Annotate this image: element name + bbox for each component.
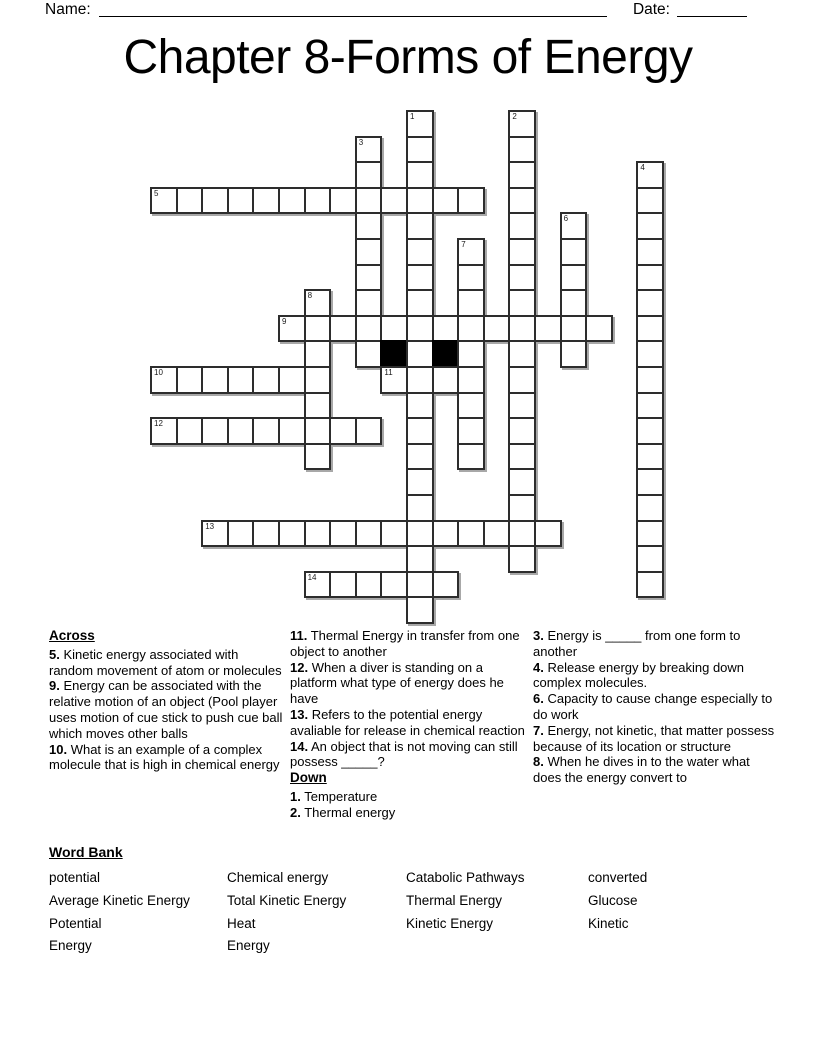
crossword-cell <box>636 417 664 445</box>
crossword-cell <box>636 392 664 420</box>
crossword-cell <box>508 366 536 394</box>
crossword-cell <box>432 520 460 548</box>
crossword-cell <box>560 315 588 343</box>
crossword-cell <box>176 366 204 394</box>
word-bank-columns <box>49 867 776 958</box>
crossword-cell <box>304 571 332 599</box>
crossword-cell <box>304 340 332 368</box>
cell-number: 5 <box>154 188 159 198</box>
crossword-cell <box>508 494 536 522</box>
word-bank-column-1 <box>49 867 227 958</box>
crossword-cell <box>457 238 485 266</box>
crossword-cell <box>508 238 536 266</box>
crossword-cell <box>508 545 536 573</box>
crossword-cell <box>406 264 434 292</box>
word-bank-heading: Word Bank <box>49 844 123 860</box>
crossword-cell <box>329 315 357 343</box>
crossword-cell <box>304 392 332 420</box>
crossword-black-cell <box>432 340 460 368</box>
crossword-cell <box>406 520 434 548</box>
crossword-cell <box>508 340 536 368</box>
crossword-cell <box>636 161 664 189</box>
clue-10: 10. What is an example of a complex molecule that is high in chemical energy <box>49 741 280 773</box>
date-label: Date: <box>632 1 670 18</box>
crossword-cell <box>278 417 306 445</box>
crossword-cell <box>201 366 229 394</box>
clue-13: 13. Refers to the potential energy avaliable for release in chemical reaction <box>290 706 525 738</box>
word-bank-column-2 <box>227 867 406 958</box>
crossword-cell <box>406 161 434 189</box>
crossword-cell <box>304 417 332 445</box>
crossword-cell <box>508 443 536 471</box>
crossword-cell <box>560 238 588 266</box>
crossword-cell <box>508 468 536 496</box>
crossword-cell <box>304 520 332 548</box>
crossword-cell <box>406 110 434 138</box>
crossword-cell <box>150 187 178 215</box>
crossword-cell <box>278 315 306 343</box>
crossword-cell <box>380 520 408 548</box>
crossword-cell <box>636 340 664 368</box>
word-bank-item: Energy <box>49 938 92 954</box>
crossword-cell <box>457 392 485 420</box>
crossword-cell <box>457 520 485 548</box>
crossword-cell <box>560 212 588 240</box>
crossword-cell <box>508 110 536 138</box>
crossword-cell <box>201 187 229 215</box>
crossword-cell <box>278 187 306 215</box>
cell-number: 3 <box>358 137 364 147</box>
cell-number: 4 <box>640 163 645 173</box>
word-bank-item: Glucose <box>588 892 638 908</box>
crossword-cell <box>560 289 588 317</box>
crossword-cell <box>406 596 434 624</box>
crossword-cell <box>406 187 434 215</box>
crossword-cell <box>432 366 460 394</box>
word-bank-item: Energy <box>227 938 270 954</box>
crossword-cell <box>432 315 460 343</box>
crossword-cell <box>355 238 383 266</box>
cell-number: 12 <box>154 419 163 429</box>
cell-number: 7 <box>461 240 466 249</box>
crossword-cell <box>176 187 204 215</box>
crossword-cell <box>406 238 434 266</box>
word-bank-item: Potential <box>49 915 102 931</box>
crossword-cell <box>227 366 255 394</box>
word-bank-item: Kinetic <box>588 915 629 931</box>
crossword-cell <box>406 340 434 368</box>
crossword-cell <box>150 366 178 394</box>
clue-5: 5. Kinetic energy associated with random movement of atom or molecules <box>49 646 282 678</box>
clue-12: 12. When a diver is standing on a platform what type of energy does he have <box>290 659 504 707</box>
clue-7: 7. Energy, not kinetic, that matter possess because of its location or structure <box>533 722 775 754</box>
crossword-cell <box>355 340 383 368</box>
crossword-cell <box>508 520 536 548</box>
crossword-cell <box>406 392 434 420</box>
crossword-cell <box>278 520 306 548</box>
crossword-cell <box>636 545 664 573</box>
crossword-cell <box>508 417 536 445</box>
crossword-cell <box>585 315 613 343</box>
crossword-grid <box>150 110 690 650</box>
crossword-cell <box>304 366 332 394</box>
clue-11: 11. Thermal Energy in transfer from one object to another <box>290 628 520 659</box>
crossword-cell <box>457 315 485 343</box>
crossword-cell <box>508 264 536 292</box>
crossword-cell <box>150 417 178 445</box>
crossword-cell <box>406 366 434 394</box>
cell-number: 1 <box>410 112 415 121</box>
crossword-cell <box>304 187 332 215</box>
word-bank-item: Heat <box>227 915 256 931</box>
clue-column-3 <box>533 628 781 821</box>
crossword-cell <box>457 340 485 368</box>
word-bank-item: Kinetic Energy <box>406 915 494 931</box>
crossword-cell <box>457 264 485 292</box>
name-label: Name: <box>45 1 91 18</box>
clue-column-2 <box>290 628 533 821</box>
crossword-cell <box>406 571 434 599</box>
crossword-cell <box>355 417 383 445</box>
crossword-cell <box>508 392 536 420</box>
down-heading: Down <box>290 770 327 786</box>
crossword-cell <box>406 443 434 471</box>
crossword-cell <box>457 443 485 471</box>
crossword-cell <box>355 161 383 189</box>
crossword-cell <box>457 366 485 394</box>
cell-number: 14 <box>307 572 317 582</box>
crossword-cell <box>355 571 383 599</box>
crossword-cell <box>483 315 511 343</box>
cell-number: 6 <box>563 214 569 224</box>
crossword-cell <box>406 494 434 522</box>
crossword-cell <box>201 520 229 548</box>
crossword-cell <box>304 443 332 471</box>
crossword-cell <box>534 520 562 548</box>
word-bank-column-3 <box>406 867 588 958</box>
crossword-cell <box>252 187 280 215</box>
crossword-cell <box>380 366 408 394</box>
crossword-cell <box>636 238 664 266</box>
crossword-cell <box>406 136 434 164</box>
cell-number: 9 <box>282 316 287 326</box>
crossword-cell <box>201 417 229 445</box>
crossword-cell <box>329 187 357 215</box>
crossword-cell <box>483 520 511 548</box>
crossword-cell <box>355 289 383 317</box>
clue-3: 3. Energy is _____ from one form to another <box>533 628 741 659</box>
crossword-cell <box>252 520 280 548</box>
crossword-cell <box>406 289 434 317</box>
cell-number: 8 <box>307 291 313 301</box>
clue-column-1 <box>49 628 290 821</box>
clue-14: 14. An object that is not moving can still possess _____? <box>290 738 518 770</box>
word-bank-item: Total Kinetic Energy <box>227 892 347 908</box>
crossword-cell <box>432 571 460 599</box>
crossword-cell <box>227 187 255 215</box>
word-bank-item: converted <box>588 870 648 885</box>
crossword-cell <box>252 417 280 445</box>
crossword-cell <box>355 264 383 292</box>
crossword-cell <box>457 417 485 445</box>
crossword-cell <box>457 187 485 215</box>
crossword-cell <box>176 417 204 445</box>
crossword-cell <box>508 212 536 240</box>
crossword-cell <box>380 315 408 343</box>
clue-2: 2. Thermal energy <box>290 804 396 820</box>
crossword-cell <box>508 187 536 215</box>
crossword-cell <box>508 161 536 189</box>
clue-6: 6. Capacity to cause change especially to do work <box>533 691 773 722</box>
crossword-cell <box>636 494 664 522</box>
crossword-cell <box>355 187 383 215</box>
crossword-cell <box>355 315 383 343</box>
crossword-cell <box>636 289 664 317</box>
across-heading: Across <box>49 628 95 643</box>
word-bank-item: Thermal Energy <box>406 892 503 908</box>
crossword-cell <box>252 366 280 394</box>
crossword-cell <box>355 520 383 548</box>
crossword-cell <box>329 417 357 445</box>
clues-section <box>49 628 781 821</box>
crossword-cell <box>380 187 408 215</box>
crossword-cell <box>636 187 664 215</box>
crossword-cell <box>432 187 460 215</box>
page-title: Chapter 8-Forms of Energy <box>123 31 693 84</box>
crossword-cell <box>329 571 357 599</box>
word-bank-item: Average Kinetic Energy <box>49 892 190 908</box>
crossword-cell <box>560 340 588 368</box>
name-line <box>99 2 607 17</box>
cell-number: 2 <box>512 112 517 121</box>
crossword-cell <box>355 212 383 240</box>
word-bank-item: potential <box>49 870 101 885</box>
crossword-cell <box>406 315 434 343</box>
crossword-cell <box>636 315 664 343</box>
crossword-cell <box>636 212 664 240</box>
crossword-cell <box>406 212 434 240</box>
date-line <box>677 2 747 17</box>
crossword-cell <box>636 571 664 599</box>
cell-number: 11 <box>384 368 393 377</box>
crossword-cell <box>304 315 332 343</box>
crossword-cell <box>636 443 664 471</box>
crossword-cell <box>560 264 588 292</box>
word-bank-item: Catabolic Pathways <box>406 870 525 885</box>
cell-number: 10 <box>154 368 163 377</box>
crossword-cell <box>508 136 536 164</box>
clue-9: 9. Energy can be associated with the relative motion of an object (Pool player uses motion of cue stick to push cue ball which moves other balls <box>49 678 283 741</box>
word-bank-section <box>49 844 776 958</box>
crossword-cell <box>406 545 434 573</box>
word-bank-item: Chemical energy <box>227 870 329 885</box>
crossword-cell <box>508 289 536 317</box>
crossword-cell <box>636 520 664 548</box>
clue-1: 1. Temperature <box>290 788 378 804</box>
crossword-cell <box>636 366 664 394</box>
crossword-cell <box>636 264 664 292</box>
crossword-cell <box>227 417 255 445</box>
crossword-black-cell <box>380 340 408 368</box>
crossword-cell <box>508 315 536 343</box>
word-bank-column-4 <box>588 867 647 958</box>
cell-number: 13 <box>205 521 215 531</box>
crossword-cell <box>457 289 485 317</box>
clue-4: 4. Release energy by breaking down complex molecules. <box>533 659 745 691</box>
crossword-cell <box>304 289 332 317</box>
crossword-cell <box>329 520 357 548</box>
crossword-cell <box>278 366 306 394</box>
clue-8: 8. When he dives in to the water what does the energy convert to <box>533 754 750 786</box>
crossword-cell <box>380 571 408 599</box>
crossword-cell <box>406 468 434 496</box>
crossword-cell <box>534 315 562 343</box>
header-row <box>45 1 747 18</box>
crossword-cell <box>406 417 434 445</box>
crossword-cell <box>355 136 383 164</box>
crossword-cell <box>636 468 664 496</box>
crossword-cell <box>227 520 255 548</box>
